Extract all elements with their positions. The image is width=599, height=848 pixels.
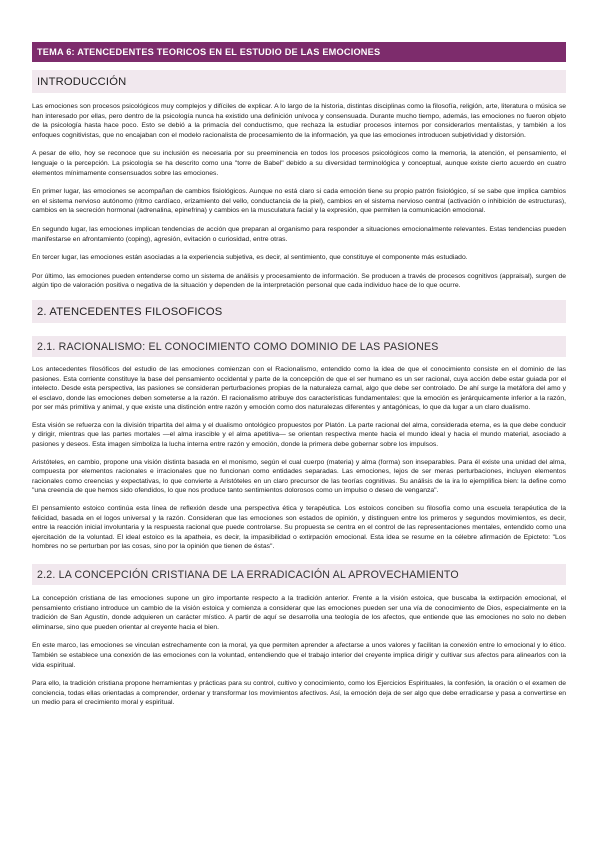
paragraph: Por último, las emociones pueden entenderse como un sistema de análisis y procesamiento de información. Se producen a través de procesos cognitivos (appraisal), surgen de algún tipo de valoración positiva o negativa de la situación y dependen de la interpretación personal que cada individuo hace de lo que ocurre.	[32, 272, 566, 290]
document-content	[32, 42, 566, 708]
paragraph: Para ello, la tradición cristiana propone herramientas y prácticas para su control, cultivo y conocimiento, como los Ejercicios Espirituales, la confesión, la oración o el examen de conciencia, todas ellas orientadas a comprender, ordenar y transformar los movimientos afectivos. Así, la emoción deja de ser algo que debe erradicarse y pasa a convertirse en un medio para el crecimiento moral y espiritual.	[32, 680, 566, 707]
paragraph: En tercer lugar, las emociones están asociadas a la experiencia subjetiva, es decir, al sentimiento, que constituye el componente más estudiado.	[32, 254, 468, 262]
paragraph: Las emociones son procesos psicológicos muy complejos y difíciles de explicar. A lo largo de la historia, distintas disciplinas como la filosofía, religión, arte, literatura o música se han interesado por ellas, pero dentro de la psicología nunca ha existido una definición unívoca y consensuada. Durante mucho tiempo, además, las emociones no fueron objeto de la psicología hasta hace poco. Esto se debió a la primacía del conductismo, que rechaza la estudiar procesos internos por considerarlos mentalistas, y también a los enfoques cognitivistas, que no encajaban con el modelo racionalista de procesamiento de la información, ya que las emociones introducen subjetividad y distorsión.	[32, 103, 566, 139]
paragraph: El pensamiento estoico continúa esta línea de reflexión desde una perspectiva ética y terapéutica. Los estoicos conciben su filosofía como una escuela terapéutica de la felicidad, basada en el logos universal y la razón. Consideran que las emociones son estados de opinión, y distinguen entre los primeros y segundos movimientos, es decir, entre la reacción inicial involuntaria y la respuesta racional que puede controlarse. Su propuesta se centra en el control de las representaciones mentales, entendido como una ejercitación de la voluntad. El ideal estoico es la apatheia, es decir, la impasibilidad o extirpación emocional. Esta idea se resume en la célebre afirmación de Epicteto: "Los hombres no se perturban por las cosas, sino por la opinión que tienen de éstas".	[32, 505, 566, 551]
section-heading-antecedentes: 2. ATENCEDENTES FILOSOFICOS	[32, 300, 566, 323]
paragraph: En este marco, las emociones se vinculan estrechamente con la moral, ya que permiten aprender a afectarse a unos valores y facilitan la conexión entre lo emocional y lo ético. También se establece una conexión de las emociones con la voluntad, entendiendo que el trabajo interior del creyente implica dirigir y cultivar sus afectos para alinearlos con la vida espiritual.	[32, 642, 566, 669]
paragraph: Esta visión se refuerza con la división tripartita del alma y el dualismo ontológico propuestos por Platón. La parte racional del alma, considerada eterna, es la que debe conducir y dirigir, mientras que las partes mortales —el alma irascible y el alma apetitiva— se orientan respectiva mente hacia el mundo ideal y hacia el mundo material, asociado a pasiones y deseos. Esta imagen simboliza la lucha interna entre razón y emoción, donde la primera debe gobernar sobre los impulsos.	[32, 421, 566, 449]
document-title: TEMA 6: ATENCEDENTES TEORICOS EN EL ESTUDIO DE LAS EMOCIONES	[32, 42, 566, 62]
paragraph: En primer lugar, las emociones se acompañan de cambios fisiológicos. Aunque no está claro si cada emoción tiene su propio patrón fisiológico, sí se sabe que implica cambios en el sistema nervioso autónomo (ritmo cardíaco, erizamiento del vello, conductancia de la piel), cambios en el sistema nervioso central (activación o inhibición de estructuras), cambios en la secreción hormonal (adrenalina, epinefrina) y cambios en la musculatura facial y la expresión, que permiten la comunicación emocional.	[32, 188, 566, 215]
paragraph: Aristóteles, en cambio, propone una visión distinta basada en el monismo, según el cual cuerpo (materia) y alma (forma) son inseparables. Para él existe una unidad del alma, compuesta por elementos racionales e irracionales que no funcionan como entidades separadas. Las emociones, lejos de ser meras perturbaciones, incluyen elementos racionales como creencias y expectativas, lo que convierte a Aristóteles en un claro precursor de las teorías cognitivas. Su análisis de la ira lo ejemplifica bien: la define como "una creencia de que hemos sido ofendidos, lo que nos produce tanto sentimientos dolorosos como un impulso o deseo de venganza".	[32, 458, 566, 495]
subsection-heading-racionalismo: 2.1. RACIONALISMO: EL CONOCIMIENTO COMO DOMINIO DE LAS PASIONES	[32, 336, 566, 357]
subsection-heading-cristiana: 2.2. LA CONCEPCIÓN CRISTIANA DE LA ERRADICACIÓN AL APROVECHAMIENTO	[32, 564, 566, 585]
paragraph: A pesar de ello, hoy se reconoce que su inclusión es necesaria por su preeminencia en todos los procesos psicológicos como la memoria, la atención, el pensamiento, el lenguaje o la percepción. La psicología se ha descrito como una "torre de Babel" debido a su diversidad terminológica y conceptual, aunque existe cierto acuerdo en cuatro elementos mínimamente consensuados sobre las emociones.	[32, 150, 566, 177]
paragraph: La concepción cristiana de las emociones supone un giro importante respecto a la tradición anterior. Frente a la visión estoica, que buscaba la extirpación emocional, el pensamiento cristiano introduce un cambio de la visión estoica y comienza a considerar que las emociones pueden ser una vía de conocimiento de Dios, especialmente en la tradición de San Agustín, donde adquieren un carácter místico. A partir de aquí se desarrolla una teología de los afectos, que entiende que las emociones no solo no deben eliminarse, sino que pueden orientar al creyente hacia el bien.	[32, 595, 566, 631]
paragraph: Los antecedentes filosóficos del estudio de las emociones comienzan con el Racionalismo, entendido como la idea de que el conocimiento consiste en el dominio de las pasiones. Esta corriente constituye la base del pensamiento occidental y parte de la concepción de que el ser humano es un ser racional, cuya acción debe estar guiada por el intelecto. Desde esta perspectiva, las pasiones se consideran perturbaciones propias de la naturaleza carnal, algo que debe ser controlado. De ahí surge la metáfora del amo y el esclavo, donde las emociones deben someterse a la razón. El racionalismo atribuye dos características fundamentales: que la emoción es jerárquicamente inferior a la razón, por ser más primitiva y animal, y que existe una distinción entre razón y emoción como dos naturalezas diferentes y antagónicas, lo que da lugar a un claro dualismo.	[32, 365, 566, 412]
section-heading-introduccion: INTRODUCCIÓN	[32, 70, 566, 93]
paragraph: En segundo lugar, las emociones implican tendencias de acción que preparan al organismo para responder a situaciones emocionalmente relevantes. Estas tendencias pueden manifestarse en afrontamiento (coping), agresión, evitación o curiosidad, entre otras.	[32, 225, 566, 243]
